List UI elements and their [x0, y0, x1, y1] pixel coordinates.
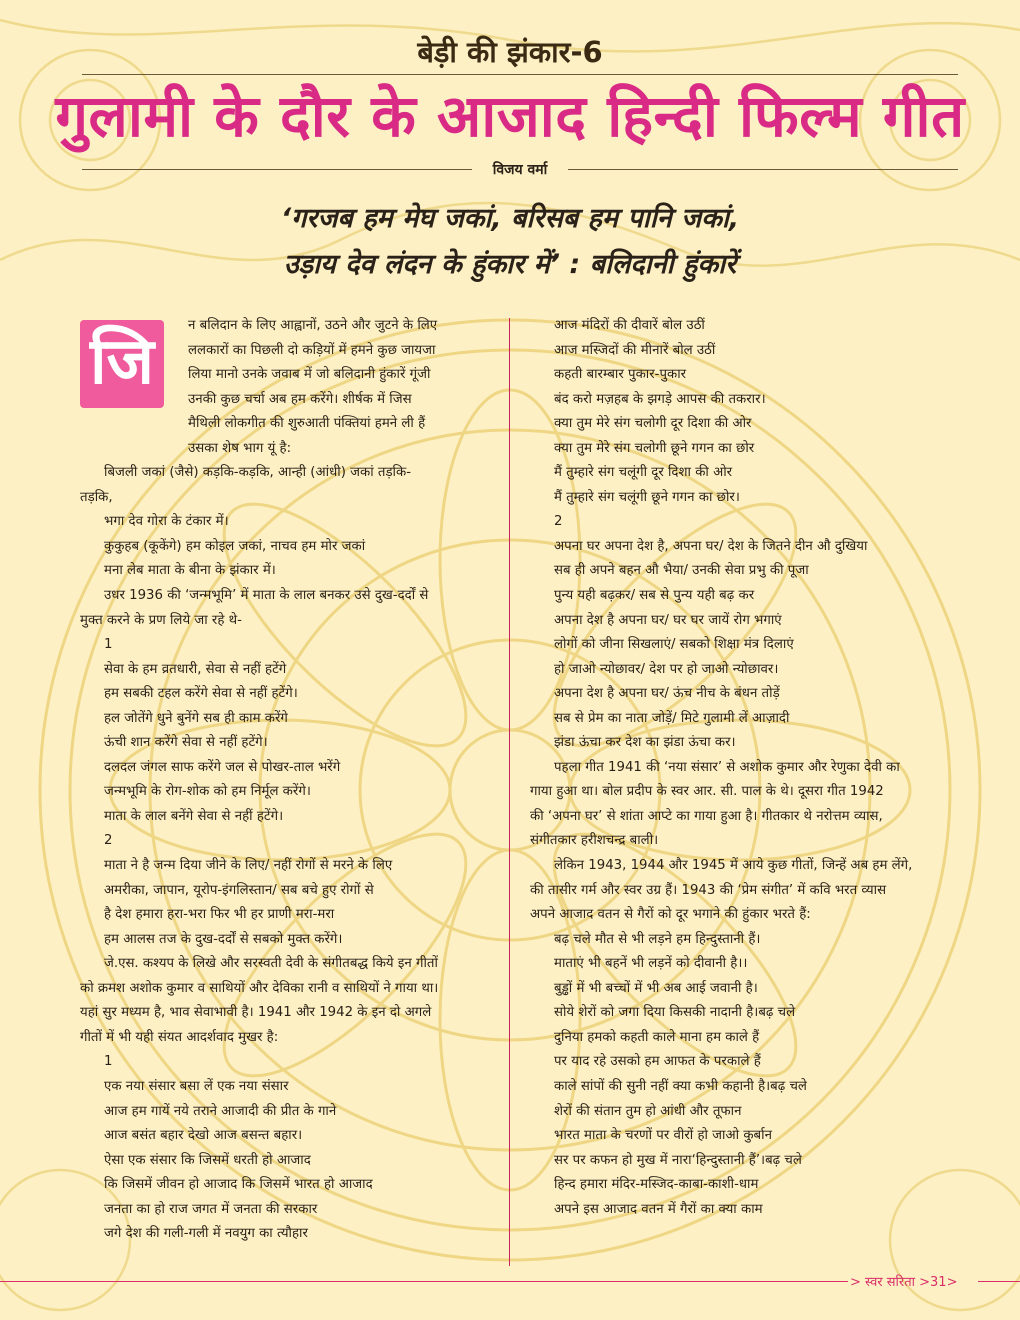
- text-line: मैं तुम्हारे संग चलूंगी दूर दिशा की ओर: [554, 465, 733, 481]
- byline-rule-right: [568, 169, 958, 170]
- pull-quote-line: उड़ाय देव लंदन के हुंकार में’ : बलिदानी हुंकारें: [283, 249, 737, 280]
- footer-rule-right: [978, 1281, 1020, 1282]
- text-line: हम आलस तज के दुख-दर्दों से सबको मुक्त करेंगे।: [104, 931, 343, 947]
- text-line: भगा देव गोरा के टंकार में।: [104, 514, 229, 530]
- drop-cap: जि: [89, 325, 155, 399]
- pull-quote: [60, 196, 960, 288]
- text-line: दलदल जंगल साफ करेंगे जल से पोखर-ताल भरेंगे: [104, 759, 341, 775]
- text-line: उनकी कुछ चर्चा अब हम करेंगे। शीर्षक में जिस: [188, 391, 412, 407]
- text-line: जनता का हो राज जगत में जनता की सरकार: [104, 1201, 318, 1217]
- text-line: बुड्ढों में भी बच्चों में भी अब आई जवानी है।: [554, 980, 758, 996]
- text-line: मुक्त करने के प्रण लिये जा रहे थे-: [80, 612, 242, 628]
- text-line: अपना देश है अपना घर/ ऊंच नीच के बंधन तोड़ें: [554, 686, 780, 702]
- text-line: को क्रमश अशोक कुमार व साथियों और देविका रानी व साथियों ने गाया था।: [80, 980, 439, 996]
- text-line: पहला गीत 1941 की ‘नया संसार’ से अशोक कुमार और रेणुका देवी का: [554, 759, 900, 775]
- column-divider: [509, 318, 510, 1266]
- text-line: आज मंदिरों की दीवारें बोल उठीं: [554, 318, 705, 333]
- footer-page-label: > स्वर सरिता >31>: [850, 1275, 958, 1290]
- text-line: ऐसा एक संसार कि जिसमें धरती हो आजाद: [104, 1152, 311, 1168]
- text-line: बंद करो मज़हब के झगड़े आपस की तकरार।: [554, 391, 766, 407]
- right-column: [530, 314, 945, 1222]
- text-line: सब ही अपने बहन औ भैया/ उनकी सेवा प्रभु की पूजा: [554, 563, 809, 579]
- text-line: माता ने है जन्म दिया जीने के लिए/ नहीं रोगों से मरने के लिए: [104, 858, 393, 874]
- text-line: जे.एस. कश्यप के लिखे और सरस्वती देवी के संगीतबद्ध किये इन गीतों: [104, 956, 438, 972]
- text-line: मना लेब माता के बीना के झंकार में।: [104, 563, 276, 579]
- text-line: दुनिया हमको कहती काले माना हम काले हैं: [554, 1029, 760, 1045]
- text-line: अपने इस आजाद वतन में गैरों का क्या काम: [554, 1201, 763, 1217]
- text-line: माता के लाल बनेंगे सेवा से नहीं हटेंगे।: [104, 808, 284, 824]
- text-line: आज मस्जिदों की मीनारें बोल उठीं: [554, 342, 716, 358]
- series-title: बेड़ी की झंकार-6: [417, 35, 603, 69]
- text-line: हल जोतेंगे धुने बुनेंगे सब ही काम करेंगे: [104, 710, 288, 726]
- text-line: है देश हमारा हरा-भरा फिर भी हर प्राणी मरा-मरा: [104, 907, 335, 923]
- text-line: यहां सुर मध्यम है, भाव सेवाभावी है। 1941 और 1942 के इन दो अगले: [80, 1005, 432, 1021]
- text-line: मैं तुम्हारे संग चलूंगी छूने गगन का छोर।: [554, 489, 740, 505]
- text-line: बिजली जकां (जैसे) कड़कि-कड़कि, आन्ही (आंधी) जकां तड़कि-: [104, 465, 412, 481]
- top-rule: [82, 74, 958, 75]
- text-line: काले सांपों की सुनी नहीं क्या कभी कहानी है।बढ़ चले: [554, 1078, 807, 1094]
- text-line: गीतों में भी यही संयत आदर्शवाद मुखर है:: [80, 1029, 279, 1045]
- text-line: ललकारों का पिछली दो कड़ियों में हमने कुछ जायजा: [188, 342, 436, 358]
- text-line: मैथिली लोकगीत की शुरुआती पंक्तियां हमने ली हैं: [188, 416, 426, 432]
- left-column: [80, 314, 498, 1247]
- text-line: लिया मानो उनके जवाब में जो बलिदानी हुंकारें गूंजी: [188, 367, 431, 383]
- text-line: की तासीर गर्म और स्वर उग्र हैं। 1943 की ‘प्रेम संगीत’ में कवि भरत व्यास: [530, 882, 887, 898]
- text-line: कहती बारम्बार पुकार-पुकार: [554, 367, 687, 383]
- text-line: माताएं भी बहनें भी लड़नें को दीवानी है।।: [554, 956, 748, 972]
- footer-rule: [0, 1281, 848, 1282]
- byline: विजय वर्मा: [492, 162, 548, 178]
- text-line: शेरों की संतान तुम हो आंधी और तूफान: [554, 1103, 742, 1119]
- text-line: आज हम गायें नये तराने आजादी की प्रीत के गाने: [104, 1103, 337, 1119]
- text-line: 1: [104, 1054, 113, 1070]
- text-line: जन्मभूमि के रोग-शोक को हम निर्मूल करेंगे।: [104, 784, 311, 800]
- text-line: आज बसंत बहार देखो आज बसन्त बहार।: [104, 1128, 303, 1144]
- text-line: हिन्द हमारा मंदिर-मस्जिद-काबा-काशी-धाम: [554, 1177, 759, 1193]
- text-line: झंडा ऊंचा कर देश का झंडा ऊंचा कर।: [554, 735, 736, 751]
- text-line: पर याद रहे उसको हम आफत के परकाले हैं: [554, 1054, 761, 1070]
- text-line: जगे देश की गली-गली में नवयुग का त्यौहार: [104, 1226, 308, 1242]
- text-line: कि जिसमें जीवन हो आजाद कि जिसमें भारत हो आजाद: [104, 1177, 373, 1193]
- text-line: हो जाओ न्योछावर/ देश पर हो जाओ न्योछावर।: [554, 661, 779, 677]
- text-line: कुकुहब (कूकेंगे) हम कोइल जकां, नाचव हम मोर जकां: [104, 538, 366, 554]
- text-line: अपना घर अपना देश है, अपना घर/ देश के जितने दीन औ दुखिया: [554, 538, 868, 554]
- text-line: सब से प्रेम का नाता जोड़ें/ मिटे गुलामी लें आज़ादी: [554, 710, 790, 726]
- text-line: संगीतकार हरीशचन्द्र बाली।: [530, 833, 659, 849]
- text-line: लेकिन 1943, 1944 और 1945 में आये कुछ गीतों, जिन्हें अब हम लेंगे,: [554, 858, 913, 874]
- text-line: एक नया संसार बसा लें एक नया संसार: [104, 1078, 289, 1094]
- text-line: 2: [554, 514, 563, 530]
- text-line: न बलिदान के लिए आह्वानों, उठने और जुटने के लिए: [188, 318, 438, 333]
- byline-row: [82, 160, 958, 180]
- text-line: लोगों को जीना सिखलाएं/ सबको शिक्षा मंत्र दिलाएं: [554, 637, 794, 653]
- text-line: अमरीका, जापान, यूरोप-इंगलिस्तान/ सब बचे हुए रोगों से: [104, 882, 374, 898]
- text-line: हम सबकी टहल करेंगे सेवा से नहीं हटेंगे।: [104, 686, 298, 702]
- text-line: अपना देश है अपना घर/ घर घर जायें रोग भगाएं: [554, 612, 782, 628]
- text-line: की ‘अपना घर’ से शांता आप्टे का गाया हुआ है। गीतकार थे नरोत्तम व्यास,: [530, 808, 883, 824]
- text-line: भारत माता के चरणों पर वीरों हो जाओ कुर्बान: [554, 1128, 772, 1144]
- text-line: सर पर कफन हो मुख में नारा‘हिन्दुस्तानी हैं’।बढ़ चले: [554, 1152, 802, 1168]
- text-line: अपने आजाद वतन से गैरों को दूर भगाने की हुंकार भरते हैं:: [530, 907, 811, 923]
- text-line: उधर 1936 की ‘जन्मभूमि’ में माता के लाल बनकर उसे दुख-दर्दों से: [104, 588, 429, 604]
- text-line: तड़कि,: [80, 489, 113, 505]
- text-line: सेवा के हम व्रतधारी, सेवा से नहीं हटेंगे: [104, 661, 287, 677]
- text-line: ऊंची शान करेंगे सेवा से नहीं हटेंगे।: [104, 735, 268, 751]
- text-line: क्या तुम मेरे संग चलोगी दूर दिशा की ओर: [554, 416, 752, 432]
- pull-quote-line: ‘गरजब हम मेघ जकां, बरिसब हम पानि जकां,: [280, 203, 740, 234]
- text-line: सोये शेरों को जगा दिया किसकी नादानी है।बढ़ चले: [554, 1005, 796, 1021]
- text-line: गाया हुआ था। बोल प्रदीप के स्वर आर. सी. पाल के थे। दूसरा गीत 1942: [530, 784, 884, 800]
- text-line: 2: [104, 833, 113, 849]
- text-line: बढ़ चले मौत से भी लड़ने हम हिन्दुस्तानी हैं।: [554, 931, 761, 947]
- text-line: 1: [104, 637, 113, 653]
- text-line: उसका शेष भाग यूं है:: [188, 440, 292, 456]
- text-line: पुन्य यही बढ़कर/ सब से पुन्य यही बढ़ कर: [554, 588, 755, 604]
- headline: गुलामी के दौर के आजाद हिन्दी फिल्म गीत: [55, 82, 965, 150]
- text-line: क्या तुम मेरे संग चलोगी छूने गगन का छोर: [554, 440, 755, 456]
